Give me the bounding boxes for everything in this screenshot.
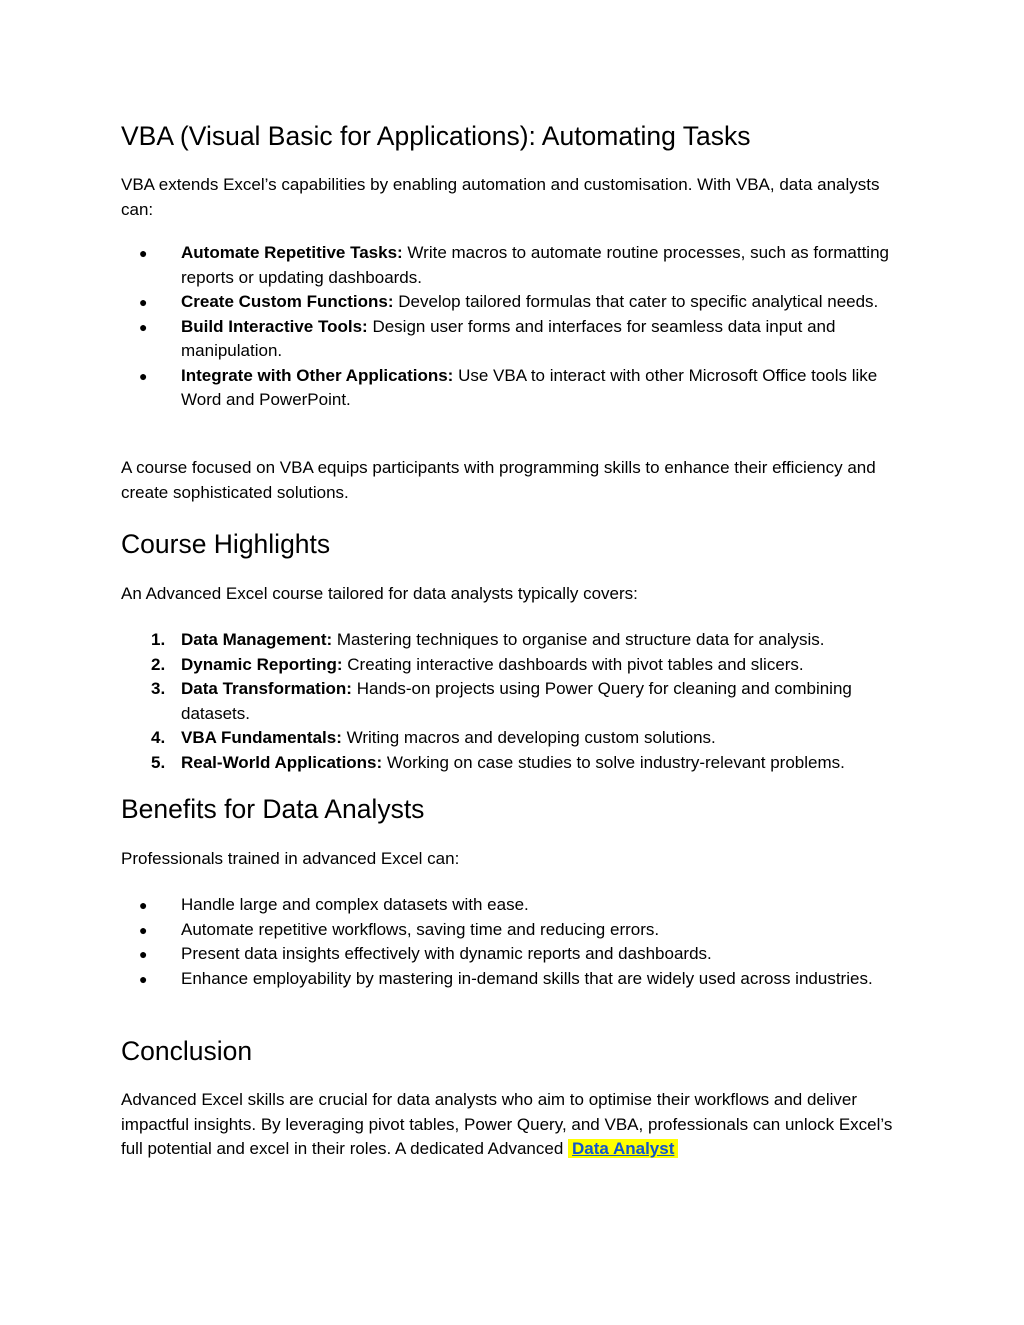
list-item xyxy=(121,967,911,992)
list-item xyxy=(121,290,911,315)
list-item xyxy=(121,893,911,918)
list-item-text: Hands-on projects using Power Query for cleaning and combining datasets. xyxy=(181,679,852,723)
vba-intro: VBA extends Excel’s capabilities by enabling automation and customisation. With VBA, data analysts can: xyxy=(121,175,880,219)
list-item xyxy=(121,364,911,413)
benefits-list xyxy=(121,893,911,991)
list-item xyxy=(121,726,911,751)
list-item-text: Mastering techniques to organise and structure data for analysis. xyxy=(332,630,825,649)
list-item-term: Build Interactive Tools: xyxy=(181,316,368,336)
list-number: 3. xyxy=(151,679,166,698)
highlights-list xyxy=(121,628,911,775)
conclusion-text: Advanced Excel skills are crucial for data analysts who aim to optimise their workflows and deliver impactful insights. By leveraging pivot tables, Power Query, and VBA, professionals can unlock Excel’s full potential and excel in their roles. A dedicated Advanced xyxy=(121,1090,893,1158)
bullet-icon: ● xyxy=(139,921,148,938)
list-item-term: Dynamic Reporting: xyxy=(181,654,343,674)
list-number: 2. xyxy=(151,654,166,674)
bullet-icon: ● xyxy=(139,897,148,913)
list-item xyxy=(121,751,911,776)
list-item-term: Data Management: xyxy=(181,630,333,649)
list-item-text: Creating interactive dashboards with pivot tables and slicers. xyxy=(342,654,804,674)
list-item-text: Develop tailored formulas that cater to specific analytical needs. xyxy=(393,292,879,311)
data-analyst-link[interactable]: Data Analyst xyxy=(568,1139,678,1158)
list-number: 1. xyxy=(151,630,166,649)
list-item-text: Write macros to automate routine processes, such as formatting reports or updating dashboards. xyxy=(181,243,889,287)
list-item-text: Automate repetitive workflows, saving time and reducing errors. xyxy=(181,919,660,939)
list-item-term: VBA Fundamentals: xyxy=(181,728,342,747)
list-item-term: Automate Repetitive Tasks: xyxy=(181,243,403,262)
bullet-icon: ● xyxy=(139,946,148,962)
list-item-text: Writing macros and developing custom solutions. xyxy=(341,728,716,747)
list-number: 5. xyxy=(151,752,166,772)
list-item-term: Integrate with Other Applications: xyxy=(181,365,454,385)
vba-capabilities-list xyxy=(121,241,911,413)
bullet-icon: ● xyxy=(139,318,148,335)
list-item xyxy=(121,315,911,364)
list-item-term: Data Transformation: xyxy=(181,679,352,698)
vba-heading: VBA (Visual Basic for Applications): Automating Tasks xyxy=(121,121,751,151)
list-item-text: Working on case studies to solve industry-relevant problems. xyxy=(382,752,845,772)
bullet-icon: ● xyxy=(139,245,148,261)
vba-outro: A course focused on VBA equips participants with programming skills to enhance their efficiency and create sophisticated solutions. xyxy=(121,458,876,502)
highlights-heading: Course Highlights xyxy=(121,529,331,559)
list-item-term: Real-World Applications: xyxy=(181,752,383,772)
highlights-intro: An Advanced Excel course tailored for data analysts typically covers: xyxy=(121,584,638,603)
conclusion-heading: Conclusion xyxy=(121,1036,253,1066)
list-item-text: Enhance employability by mastering in-demand skills that are widely used across industries. xyxy=(181,968,873,988)
bullet-icon: ● xyxy=(139,970,148,987)
conclusion-body xyxy=(121,1088,911,1162)
list-item xyxy=(121,241,911,290)
list-item xyxy=(121,653,911,678)
benefits-intro: Professionals trained in advanced Excel can: xyxy=(121,849,460,868)
bullet-icon: ● xyxy=(139,294,148,310)
list-item-text: Design user forms and interfaces for seamless data input and manipulation. xyxy=(181,316,836,360)
list-item-term: Create Custom Functions: xyxy=(181,292,394,311)
benefits-heading: Benefits for Data Analysts xyxy=(121,794,425,824)
list-item-text: Handle large and complex datasets with ease. xyxy=(181,895,529,914)
list-item xyxy=(121,677,911,726)
list-number: 4. xyxy=(151,728,166,747)
list-item xyxy=(121,628,911,653)
list-item-text: Use VBA to interact with other Microsoft Office tools like Word and PowerPoint. xyxy=(181,365,878,409)
bullet-icon: ● xyxy=(139,367,148,384)
list-item xyxy=(121,918,911,943)
list-item-text: Present data insights effectively with dynamic reports and dashboards. xyxy=(181,944,712,963)
list-item xyxy=(121,942,911,967)
